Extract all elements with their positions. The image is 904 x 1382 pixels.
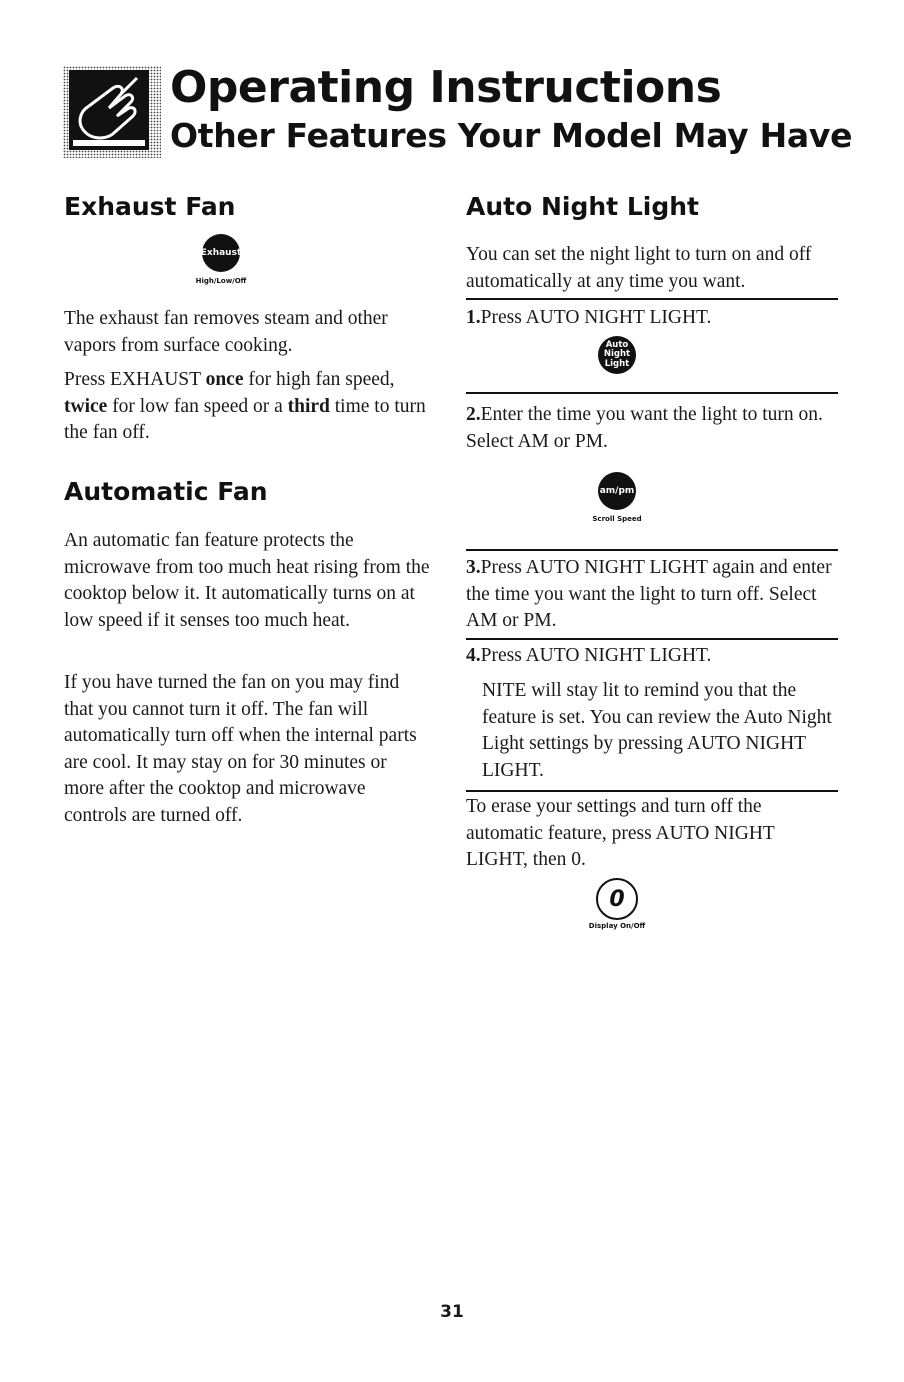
automatic-paragraph-2: If you have turned the fan on you may find that you cannot turn it off. The fan will automatically turn off when the internal parts are cool. It may stay on for 30 minutes or more after the cooktop and microwave controls are turned off. [64,672,417,826]
step-2: 2.Enter the time you want the light to turn on. Select AM or PM. [466,404,823,452]
divider-2 [466,392,838,394]
zero-button [596,878,638,920]
step-1: 1.Press AUTO NIGHT LIGHT. [466,307,712,328]
divider-4 [466,638,838,640]
zero-button-sublabel: Display On/Off [588,922,646,930]
exhaust-button [202,234,240,272]
divider-3 [466,549,838,551]
divider-1 [466,298,838,300]
hand-pointer-icon [63,66,161,158]
step-4: 4.Press AUTO NIGHT LIGHT. [466,645,712,666]
exhaust-paragraph-2: Press EXHAUST once for high fan speed, twice for low fan speed or a third time to turn the fan off. [64,369,426,443]
exhaust-fan-heading: Exhaust Fan [64,192,236,221]
erase-instructions: To erase your settings and turn off the automatic feature, press AUTO NIGHT LIGHT, then 0. [466,796,775,870]
automatic-fan-heading: Automatic Fan [64,477,268,506]
page-title: Operating Instructions [170,62,722,113]
exhaust-button-sublabel: High/Low/Off [195,277,247,285]
auto-night-light-button: Auto Night Light [598,336,636,374]
night-intro: You can set the night light to turn on and off automatically at any time you want. [466,244,812,292]
automatic-paragraph-1: An automatic fan feature protects the microwave from too much heat rising from the cooktop below it. It automatically turns on at low speed if it senses too much heat. [64,530,430,631]
am-pm-button-sublabel: Scroll Speed [592,515,642,523]
zero-button-label: 0 [609,886,625,912]
page-subtitle: Other Features Your Model May Have [170,116,853,155]
am-pm-button-label: am/pm [599,486,635,496]
step-3: 3.Press AUTO NIGHT LIGHT again and enter the time you want the light to turn off. Select AM or PM. [466,557,832,631]
am-pm-button [598,472,636,510]
divider-5 [466,790,838,792]
exhaust-paragraph-1: The exhaust fan removes steam and other vapors from surface cooking. [64,308,388,356]
step-4-note: NITE will stay lit to remind you that the feature is set. You can review the Auto Night Light settings by pressing AUTO NIGHT LIGHT. [482,680,832,781]
exhaust-button-label: Exhaust [200,248,242,258]
page-number: 31 [440,1302,464,1322]
auto-night-light-heading: Auto Night Light [466,192,699,221]
